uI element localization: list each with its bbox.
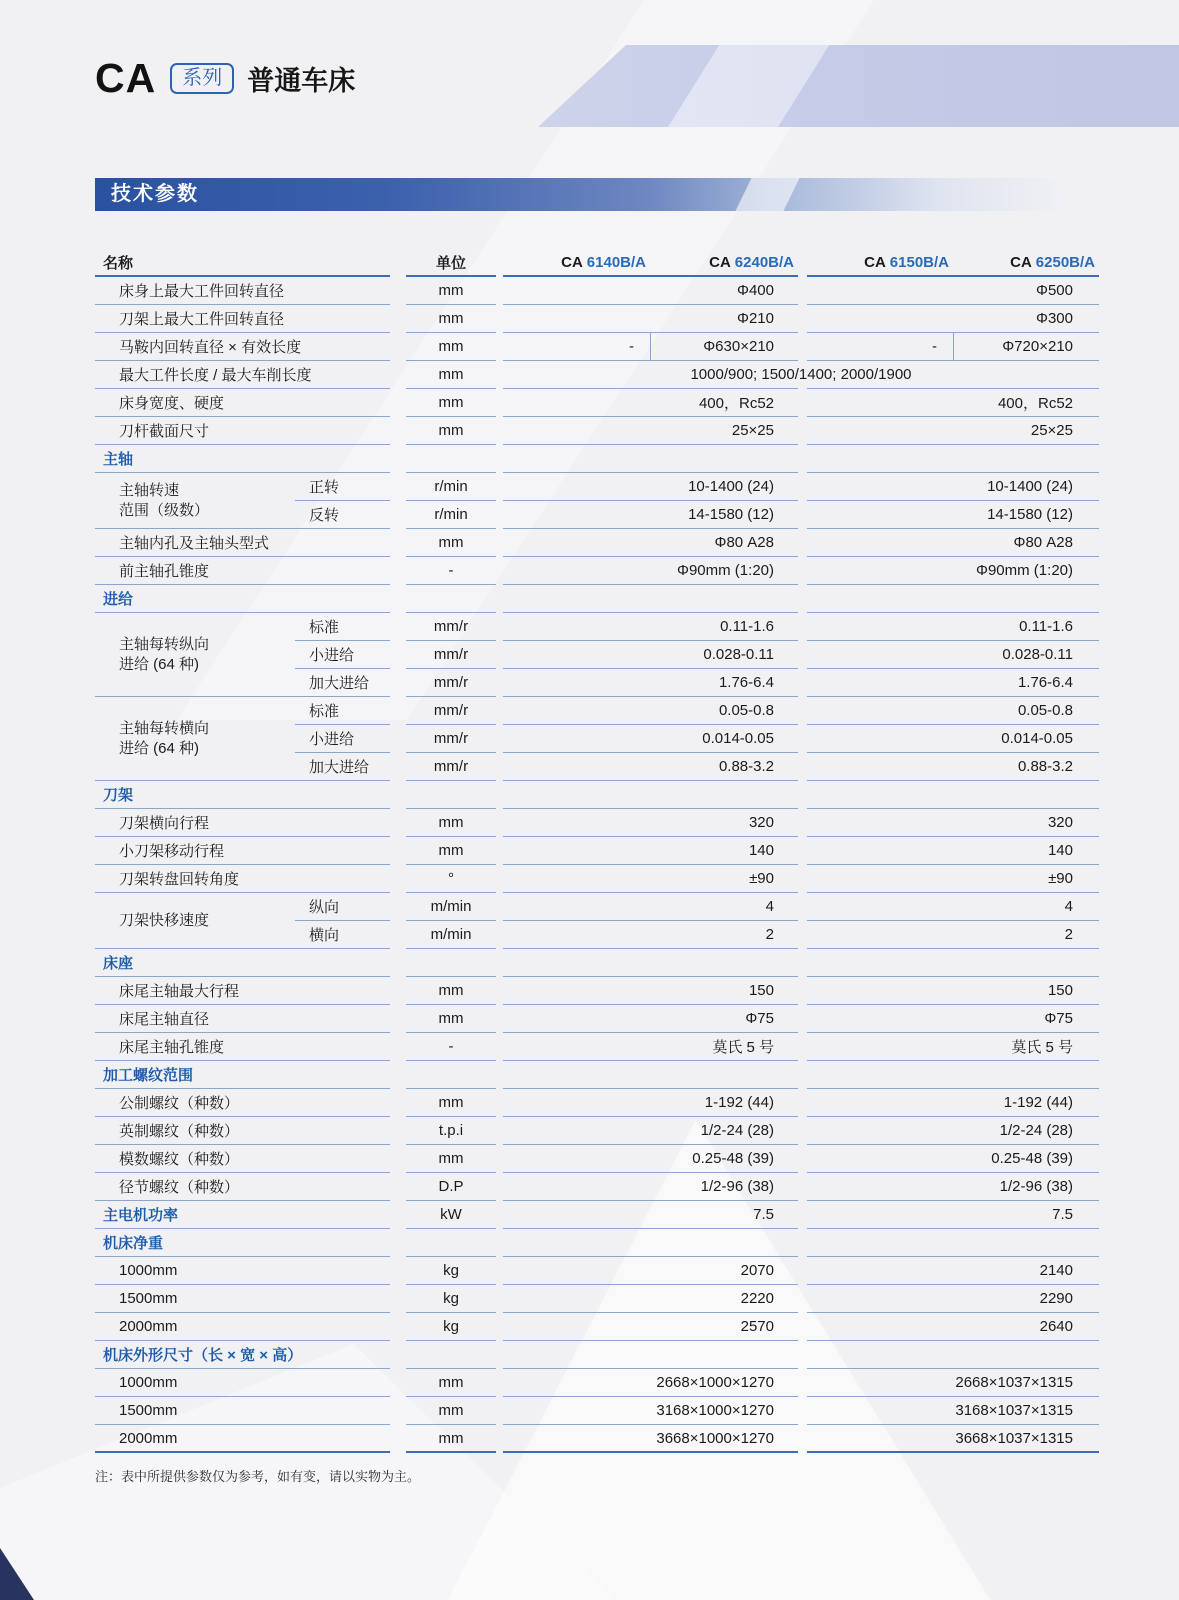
value-6150-6250: Φ300 <box>807 305 1099 333</box>
value-6150-6250: 0.028-0.11 <box>807 641 1099 669</box>
column-header-model-6150 <box>807 250 953 277</box>
row-rapid-longitudinal <box>295 893 1099 921</box>
value-6150-6250: Φ80 A28 <box>807 529 1099 557</box>
value-6140-6240 <box>503 1061 798 1089</box>
row-label-line2: 进给 (64 种) <box>119 655 200 673</box>
unit-cell: mm <box>406 1145 496 1173</box>
sub-label: 小进给 <box>295 641 390 669</box>
unit-cell: mm <box>406 417 496 445</box>
spec-table <box>95 250 1099 1453</box>
row-spindle-speed-reverse <box>295 501 1099 529</box>
section-row-dimensions <box>95 1341 1099 1369</box>
section-row-spindle <box>95 445 1099 473</box>
banner-title: 技术参数 <box>111 183 199 205</box>
value-6150-6250: 400，Rc52 <box>807 389 1099 417</box>
value-6150-6250 <box>807 1229 1099 1257</box>
row-label <box>95 697 295 781</box>
sub-label: 小进给 <box>295 725 390 753</box>
unit-cell: mm <box>406 529 496 557</box>
value-6140-6240 <box>503 1229 798 1257</box>
value-6150-6250 <box>807 585 1099 613</box>
value-6140-6240: Φ400 <box>503 277 798 305</box>
unit-cell: - <box>406 557 496 585</box>
unit-cell: mm/r <box>406 697 496 725</box>
value-6150-6250: 2668×1037×1315 <box>807 1369 1099 1397</box>
value-6140-6240: 14-1580 (12) <box>503 501 798 529</box>
unit-cell: mm/r <box>406 725 496 753</box>
value-6140-6240: 0.028-0.11 <box>503 641 798 669</box>
value-6140-6240: 2070 <box>503 1257 798 1285</box>
value-6150-6250: 14-1580 (12) <box>807 501 1099 529</box>
banner-highlight-streak <box>732 178 802 211</box>
footnote: 注：表中所提供参数仅为参考，如有变，请以实物为主。 <box>95 1469 421 1484</box>
row-label <box>95 893 295 949</box>
unit-cell: mm/r <box>406 669 496 697</box>
model-code: 6140B/A <box>586 254 646 271</box>
value-6140-6240: 1/2-96 (38) <box>503 1173 798 1201</box>
row-group-spindle-speed <box>95 473 1099 529</box>
section-banner <box>95 178 1100 211</box>
row-group-feed-longitudinal <box>95 613 1099 697</box>
value-6150-6250: Φ90mm (1:20) <box>807 557 1099 585</box>
value-6140-6240: 320 <box>503 809 798 837</box>
value-6140-6240: 0.25-48 (39) <box>503 1145 798 1173</box>
model-prefix: CA <box>709 254 731 271</box>
value-6140-6240: 150 <box>503 977 798 1005</box>
section-title: 刀架 <box>95 781 390 809</box>
unit-cell: mm <box>406 809 496 837</box>
column-header-model-6140 <box>503 250 650 277</box>
value-6140-6240: 1/2-24 (28) <box>503 1117 798 1145</box>
row-group-feed-cross <box>95 697 1099 781</box>
value-6240: Φ630×210 <box>650 333 798 361</box>
unit-cell: m/min <box>406 921 496 949</box>
value-6140-6240: 2220 <box>503 1285 798 1313</box>
table-header-row <box>95 250 1099 277</box>
row-max-length <box>95 361 1099 389</box>
row-label: 模数螺纹（种数） <box>95 1145 390 1173</box>
value-6150: - <box>807 333 953 361</box>
row-label: 1500mm <box>95 1397 390 1425</box>
unit-cell: t.p.i <box>406 1117 496 1145</box>
value-6150-6250: 2640 <box>807 1313 1099 1341</box>
value-6140-6240: Φ75 <box>503 1005 798 1033</box>
unit-cell: kg <box>406 1285 496 1313</box>
value-6140-6240: 7.5 <box>503 1201 798 1229</box>
value-6140-6240: 3168×1000×1270 <box>503 1397 798 1425</box>
row-label: 刀杆截面尺寸 <box>95 417 390 445</box>
section-title: 进给 <box>95 585 390 613</box>
row-label: 前主轴孔锥度 <box>95 557 390 585</box>
row-feed-cross-fine <box>295 725 1099 753</box>
value-6140-6240: Φ210 <box>503 305 798 333</box>
column-header-model-6240 <box>650 250 798 277</box>
row-label: 刀架上最大工件回转直径 <box>95 305 390 333</box>
value-6150-6250: 0.05-0.8 <box>807 697 1099 725</box>
column-header-name: 名称 <box>95 250 390 277</box>
section-title: 机床净重 <box>95 1229 390 1257</box>
unit-cell <box>406 781 496 809</box>
row-feed-cross-coarse <box>295 753 1099 781</box>
row-tool-shank <box>95 417 1099 445</box>
value-6140-6240: 2668×1000×1270 <box>503 1369 798 1397</box>
value-6150-6250: 25×25 <box>807 417 1099 445</box>
section-row-thread <box>95 1061 1099 1089</box>
value-6140-6240: 25×25 <box>503 417 798 445</box>
unit-cell <box>406 585 496 613</box>
band-highlight-streak <box>651 45 836 127</box>
unit-cell: mm <box>406 277 496 305</box>
row-label: 2000mm <box>95 1313 390 1341</box>
row-top-slide-travel <box>95 837 1099 865</box>
row-module-thread <box>95 1145 1099 1173</box>
model-prefix: CA <box>1010 254 1032 271</box>
row-weight-1000 <box>95 1257 1099 1285</box>
row-tailstock-diameter <box>95 1005 1099 1033</box>
row-label: 小刀架移动行程 <box>95 837 390 865</box>
row-label: 1500mm <box>95 1285 390 1313</box>
row-spindle-bore <box>95 529 1099 557</box>
unit-cell: mm/r <box>406 641 496 669</box>
column-header-model-6250 <box>953 250 1099 277</box>
value-6140-6240 <box>503 585 798 613</box>
row-spindle-taper <box>95 557 1099 585</box>
value-6150-6250 <box>807 445 1099 473</box>
unit-cell: ° <box>406 865 496 893</box>
unit-cell: D.P <box>406 1173 496 1201</box>
value-6140-6240: 0.88-3.2 <box>503 753 798 781</box>
value-6150-6250 <box>807 1061 1099 1089</box>
section-title: 主轴 <box>95 445 390 473</box>
value-all-models: 1000/900; 1500/1400; 2000/1900 <box>690 366 912 383</box>
row-label: 床尾主轴直径 <box>95 1005 390 1033</box>
value-6150-6250: 1.76-6.4 <box>807 669 1099 697</box>
unit-cell: mm <box>406 333 496 361</box>
row-swing-over-bed <box>95 277 1099 305</box>
unit-cell: mm <box>406 1369 496 1397</box>
model-code: 6240B/A <box>734 254 794 271</box>
value-6140-6240: 140 <box>503 837 798 865</box>
unit-cell: kW <box>406 1201 496 1229</box>
sub-label: 反转 <box>295 501 390 529</box>
unit-cell: mm <box>406 977 496 1005</box>
unit-cell: r/min <box>406 501 496 529</box>
value-6150-6250: 2 <box>807 921 1099 949</box>
value-6140-6240: 0.014-0.05 <box>503 725 798 753</box>
row-label-line1: 刀架快移速度 <box>119 911 210 929</box>
row-label: 英制螺纹（种数） <box>95 1117 390 1145</box>
unit-cell: kg <box>406 1257 496 1285</box>
unit-cell: mm/r <box>406 753 496 781</box>
value-6140-6240: 0.11-1.6 <box>503 613 798 641</box>
value-6150-6250: 3168×1037×1315 <box>807 1397 1099 1425</box>
value-6150-6250 <box>807 781 1099 809</box>
row-label <box>95 613 295 697</box>
value-6150-6250: 1/2-24 (28) <box>807 1117 1099 1145</box>
value-6150-6250: 莫氏 5 号 <box>807 1033 1099 1061</box>
unit-cell: mm <box>406 1005 496 1033</box>
row-group-rapid-traverse <box>95 893 1099 949</box>
unit-cell: mm <box>406 1089 496 1117</box>
value-6150-6250: Φ500 <box>807 277 1099 305</box>
row-label: 床身上最大工件回转直径 <box>95 277 390 305</box>
model-prefix: CA <box>864 254 886 271</box>
unit-cell <box>406 445 496 473</box>
value-6150-6250: 0.11-1.6 <box>807 613 1099 641</box>
value-6140-6240 <box>503 949 798 977</box>
value-6150-6250: 0.88-3.2 <box>807 753 1099 781</box>
sub-label: 标准 <box>295 697 390 725</box>
sub-label: 标准 <box>295 613 390 641</box>
row-tailstock-taper <box>95 1033 1099 1061</box>
sub-label: 正转 <box>295 473 390 501</box>
row-label <box>95 473 295 529</box>
row-feed-long-fine <box>295 641 1099 669</box>
section-row-toolpost <box>95 781 1099 809</box>
unit-cell: m/min <box>406 893 496 921</box>
section-row-weight <box>95 1229 1099 1257</box>
row-label: 主轴内孔及主轴头型式 <box>95 529 390 557</box>
value-6150-6250: 1-192 (44) <box>807 1089 1099 1117</box>
value-6150-6250: 1/2-96 (38) <box>807 1173 1099 1201</box>
value-6140-6240: 莫氏 5 号 <box>503 1033 798 1061</box>
unit-cell: mm <box>406 389 496 417</box>
value-6150-6250: 2140 <box>807 1257 1099 1285</box>
row-label: 刀架横向行程 <box>95 809 390 837</box>
row-label: 床尾主轴最大行程 <box>95 977 390 1005</box>
row-label: 1000mm <box>95 1257 390 1285</box>
row-label: 主电机功率 <box>95 1201 390 1229</box>
row-tailstock-travel <box>95 977 1099 1005</box>
unit-cell <box>406 949 496 977</box>
value-6150-6250: 7.5 <box>807 1201 1099 1229</box>
page-header <box>95 55 356 101</box>
value-6150-6250: Φ75 <box>807 1005 1099 1033</box>
row-label-line1: 主轴每转横向 <box>119 719 210 737</box>
value-6150-6250: 140 <box>807 837 1099 865</box>
section-title: 机床外形尺寸（长 × 宽 × 高） <box>95 1341 390 1369</box>
row-metric-thread <box>95 1089 1099 1117</box>
unit-cell <box>406 1229 496 1257</box>
row-dp-thread <box>95 1173 1099 1201</box>
value-6140-6240: 2 <box>503 921 798 949</box>
page-subtitle: 普通车床 <box>247 66 356 96</box>
row-dim-1000 <box>95 1369 1099 1397</box>
row-toolpost-rotation <box>95 865 1099 893</box>
row-feed-cross-standard <box>295 697 1099 725</box>
unit-cell: mm <box>406 1397 496 1425</box>
row-dim-1500 <box>95 1397 1099 1425</box>
value-6150-6250: 3668×1037×1315 <box>807 1425 1099 1453</box>
sub-label: 加大进给 <box>295 753 390 781</box>
model-prefix: CA <box>561 254 583 271</box>
row-dim-2000 <box>95 1425 1099 1453</box>
value-6250: Φ720×210 <box>953 333 1099 361</box>
unit-cell: mm/r <box>406 613 496 641</box>
brand-name: CA <box>95 55 157 101</box>
row-label-line1: 主轴转速 <box>119 481 180 499</box>
value-6140: - <box>503 333 650 361</box>
section-title: 加工螺纹范围 <box>95 1061 390 1089</box>
unit-cell <box>406 1061 496 1089</box>
model-code: 6150B/A <box>889 254 949 271</box>
row-label: 径节螺纹（种数） <box>95 1173 390 1201</box>
unit-cell: - <box>406 1033 496 1061</box>
row-feed-long-standard <box>295 613 1099 641</box>
unit-cell: mm <box>406 1425 496 1453</box>
row-label-line1: 主轴每转纵向 <box>119 635 210 653</box>
row-label: 2000mm <box>95 1425 390 1453</box>
value-6150-6250: 150 <box>807 977 1099 1005</box>
unit-cell: mm <box>406 361 496 389</box>
value-6140-6240: 4 <box>503 893 798 921</box>
value-6140-6240: 1.76-6.4 <box>503 669 798 697</box>
value-6140-6240: 3668×1000×1270 <box>503 1425 798 1453</box>
unit-cell: r/min <box>406 473 496 501</box>
row-weight-2000 <box>95 1313 1099 1341</box>
unit-cell: kg <box>406 1313 496 1341</box>
row-label: 刀架转盘回转角度 <box>95 865 390 893</box>
value-6150-6250: 320 <box>807 809 1099 837</box>
value-6150-6250: 0.25-48 (39) <box>807 1145 1099 1173</box>
section-title: 床座 <box>95 949 390 977</box>
model-code: 6250B/A <box>1035 254 1095 271</box>
row-feed-long-coarse <box>295 669 1099 697</box>
row-inch-thread <box>95 1117 1099 1145</box>
row-rapid-cross <box>295 921 1099 949</box>
value-6140-6240: ±90 <box>503 865 798 893</box>
value-6140-6240 <box>503 781 798 809</box>
row-label: 公制螺纹（种数） <box>95 1089 390 1117</box>
value-6140-6240 <box>503 1341 798 1369</box>
value-6140-6240 <box>503 445 798 473</box>
value-6140-6240: Φ80 A28 <box>503 529 798 557</box>
row-label-line2: 范围（级数） <box>119 501 210 519</box>
sub-label: 横向 <box>295 921 390 949</box>
row-motor-power <box>95 1201 1099 1229</box>
sub-label: 加大进给 <box>295 669 390 697</box>
row-label: 马鞍内回转直径 × 有效长度 <box>95 333 390 361</box>
value-6150-6250: 10-1400 (24) <box>807 473 1099 501</box>
row-bed-width <box>95 389 1099 417</box>
row-label: 1000mm <box>95 1369 390 1397</box>
section-row-tailstock <box>95 949 1099 977</box>
value-6140-6240: Φ90mm (1:20) <box>503 557 798 585</box>
top-right-band <box>538 45 1179 127</box>
row-label: 最大工件长度 / 最大车削长度 <box>95 361 390 389</box>
row-label-line2: 进给 (64 种) <box>119 739 200 757</box>
value-6140-6240: 10-1400 (24) <box>503 473 798 501</box>
value-6150-6250 <box>807 1341 1099 1369</box>
series-badge: 系列 <box>170 63 234 94</box>
row-weight-1500 <box>95 1285 1099 1313</box>
row-gap-swing <box>95 333 1099 361</box>
unit-cell: mm <box>406 305 496 333</box>
value-6140-6240: 400，Rc52 <box>503 389 798 417</box>
row-label: 床尾主轴孔锥度 <box>95 1033 390 1061</box>
row-label: 床身宽度、硬度 <box>95 389 390 417</box>
unit-cell: mm <box>406 837 496 865</box>
value-6150-6250: 2290 <box>807 1285 1099 1313</box>
row-spindle-speed-forward <box>295 473 1099 501</box>
value-6140-6240: 0.05-0.8 <box>503 697 798 725</box>
sub-label: 纵向 <box>295 893 390 921</box>
value-6140-6240: 1-192 (44) <box>503 1089 798 1117</box>
value-6140-6240: 2570 <box>503 1313 798 1341</box>
value-6150-6250: 0.014-0.05 <box>807 725 1099 753</box>
section-row-feed <box>95 585 1099 613</box>
value-6150-6250 <box>807 949 1099 977</box>
value-6150-6250: 4 <box>807 893 1099 921</box>
unit-cell <box>406 1341 496 1369</box>
row-cross-travel <box>95 809 1099 837</box>
column-header-unit: 单位 <box>406 250 496 277</box>
value-6150-6250: ±90 <box>807 865 1099 893</box>
row-swing-over-carriage <box>95 305 1099 333</box>
